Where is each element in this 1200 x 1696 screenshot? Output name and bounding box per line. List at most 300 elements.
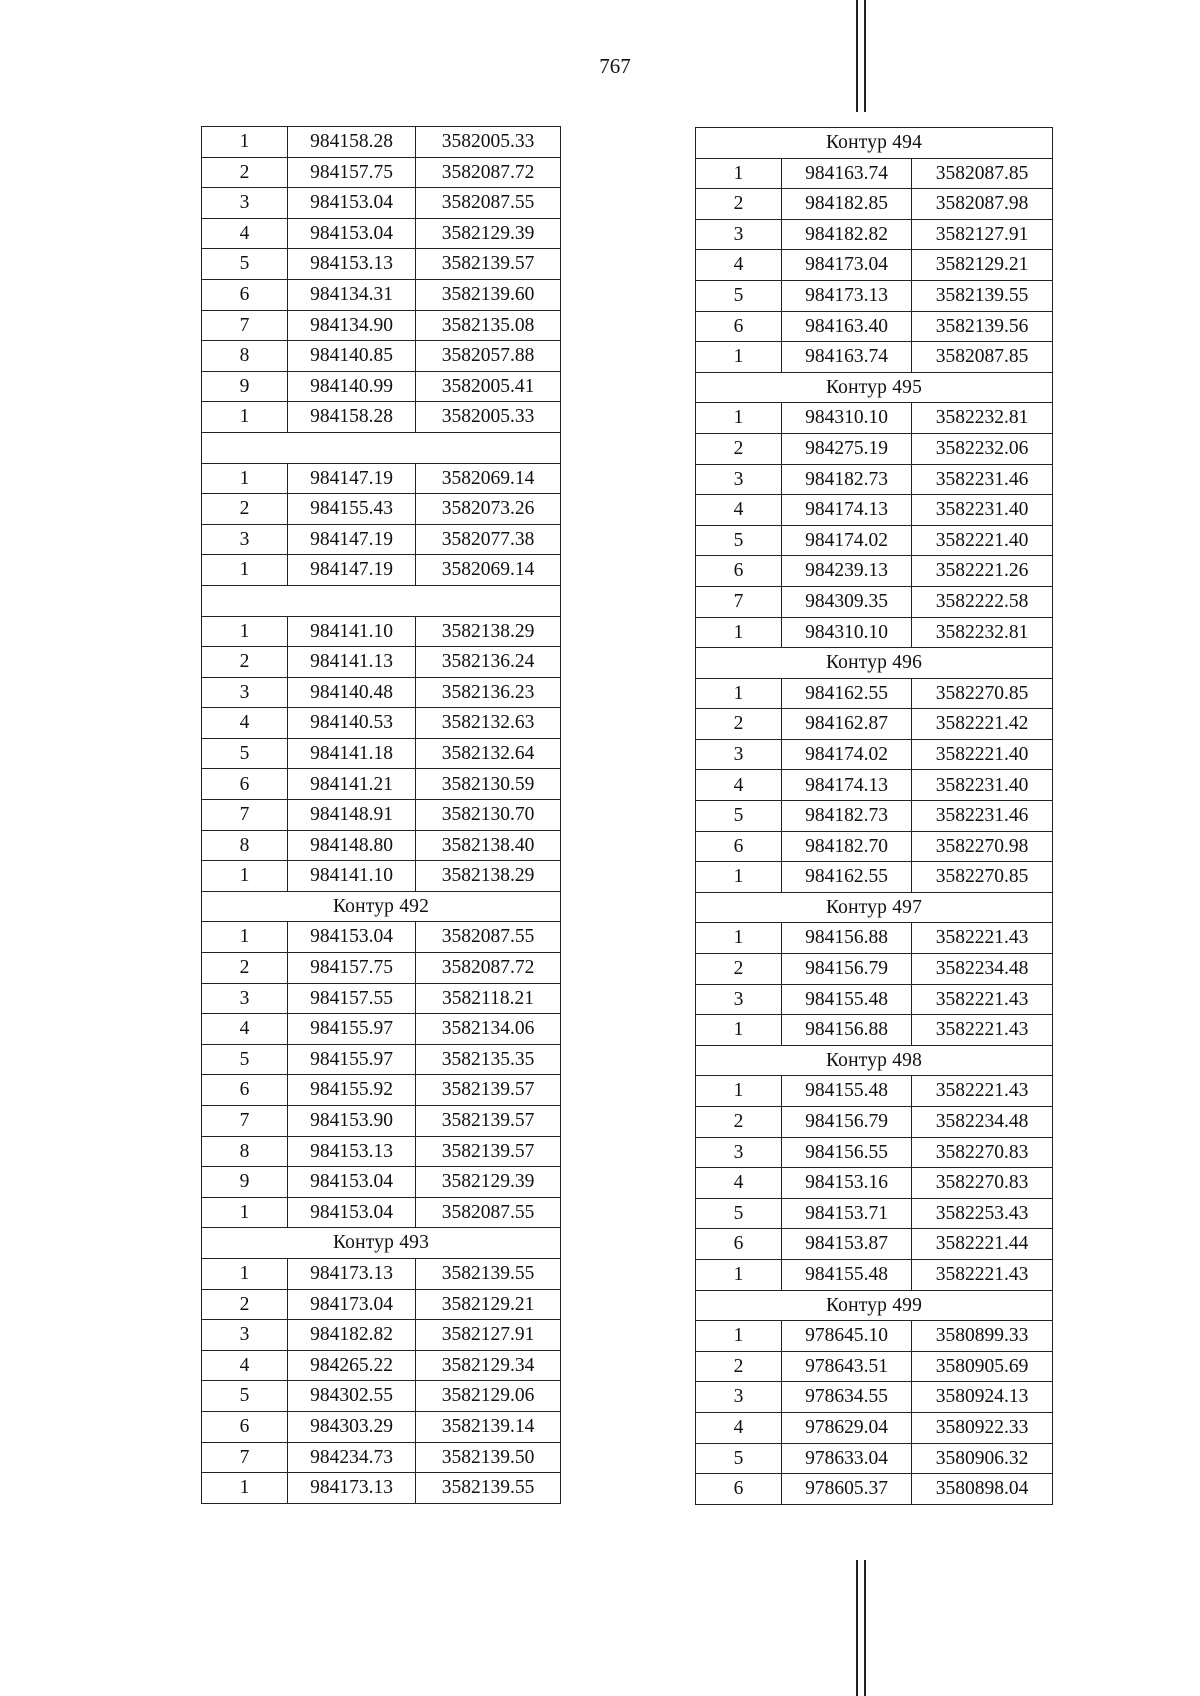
table-row — [202, 310, 561, 341]
point-number-cell: 6 — [696, 1229, 782, 1260]
point-number-cell: 2 — [202, 1289, 288, 1320]
table-row — [202, 1442, 561, 1473]
x-coordinate-cell: 984310.10 — [782, 403, 912, 434]
point-number-cell: 4 — [696, 1168, 782, 1199]
table-row — [202, 953, 561, 984]
y-coordinate-cell: 3582138.40 — [416, 830, 561, 861]
y-coordinate-cell: 3580924.13 — [912, 1382, 1053, 1413]
x-coordinate-cell: 984302.55 — [288, 1381, 416, 1412]
x-coordinate-cell: 984153.13 — [288, 1136, 416, 1167]
table-row — [202, 861, 561, 892]
contour-header-row — [202, 1228, 561, 1259]
y-coordinate-cell: 3582129.06 — [416, 1381, 561, 1412]
table-row — [202, 188, 561, 219]
y-coordinate-cell: 3582138.29 — [416, 616, 561, 647]
point-number-cell: 1 — [202, 922, 288, 953]
table-row — [696, 770, 1053, 801]
y-coordinate-cell: 3582077.38 — [416, 524, 561, 555]
table-row — [202, 218, 561, 249]
point-number-cell: 4 — [696, 495, 782, 526]
point-number-cell: 1 — [696, 1259, 782, 1290]
y-coordinate-cell: 3582073.26 — [416, 494, 561, 525]
point-number-cell: 2 — [202, 157, 288, 188]
y-coordinate-cell: 3580906.32 — [912, 1443, 1053, 1474]
table-row — [696, 1229, 1053, 1260]
table-row — [696, 1321, 1053, 1352]
point-number-cell: 2 — [696, 709, 782, 740]
y-coordinate-cell: 3582005.41 — [416, 371, 561, 402]
y-coordinate-cell: 3582087.85 — [912, 158, 1053, 189]
table-row — [696, 464, 1053, 495]
table-row — [696, 556, 1053, 587]
y-coordinate-cell: 3582057.88 — [416, 341, 561, 372]
x-coordinate-cell: 984174.13 — [782, 495, 912, 526]
y-coordinate-cell: 3580905.69 — [912, 1351, 1053, 1382]
table-row — [202, 922, 561, 953]
y-coordinate-cell: 3582232.81 — [912, 403, 1053, 434]
point-number-cell: 2 — [696, 1351, 782, 1382]
table-row — [202, 1106, 561, 1137]
point-number-cell: 2 — [202, 494, 288, 525]
point-number-cell: 5 — [696, 525, 782, 556]
table-row — [202, 1014, 561, 1045]
point-number-cell: 4 — [202, 708, 288, 739]
y-coordinate-cell: 3582087.55 — [416, 188, 561, 219]
x-coordinate-cell: 984162.87 — [782, 709, 912, 740]
x-coordinate-cell: 984156.55 — [782, 1137, 912, 1168]
y-coordinate-cell: 3580898.04 — [912, 1474, 1053, 1505]
x-coordinate-cell: 984155.43 — [288, 494, 416, 525]
x-coordinate-cell: 984158.28 — [288, 402, 416, 433]
table-row — [696, 433, 1053, 464]
table-row — [696, 1168, 1053, 1199]
point-number-cell: 3 — [696, 1382, 782, 1413]
point-number-cell: 1 — [202, 616, 288, 647]
point-number-cell: 3 — [696, 464, 782, 495]
y-coordinate-cell: 3582129.21 — [416, 1289, 561, 1320]
point-number-cell: 1 — [696, 342, 782, 373]
contour-header-row — [696, 648, 1053, 679]
coordinates-table-right — [695, 127, 1053, 1505]
y-coordinate-cell: 3582139.57 — [416, 1075, 561, 1106]
contour-title: Контур 494 — [696, 128, 1053, 159]
point-number-cell: 4 — [696, 250, 782, 281]
table-row — [202, 402, 561, 433]
x-coordinate-cell: 978645.10 — [782, 1321, 912, 1352]
table-row — [202, 1167, 561, 1198]
y-coordinate-cell: 3580899.33 — [912, 1321, 1053, 1352]
y-coordinate-cell: 3582130.70 — [416, 800, 561, 831]
x-coordinate-cell: 984153.71 — [782, 1198, 912, 1229]
x-coordinate-cell: 984303.29 — [288, 1411, 416, 1442]
y-coordinate-cell: 3582231.46 — [912, 464, 1053, 495]
point-number-cell: 6 — [696, 831, 782, 862]
point-number-cell: 1 — [696, 1321, 782, 1352]
point-number-cell: 4 — [202, 1350, 288, 1381]
y-coordinate-cell: 3582234.48 — [912, 1107, 1053, 1138]
table-row — [696, 709, 1053, 740]
point-number-cell: 5 — [696, 280, 782, 311]
y-coordinate-cell: 3582232.81 — [912, 617, 1053, 648]
table-row — [202, 800, 561, 831]
x-coordinate-cell: 984155.48 — [782, 1259, 912, 1290]
point-number-cell: 1 — [202, 463, 288, 494]
x-coordinate-cell: 984156.79 — [782, 1107, 912, 1138]
y-coordinate-cell: 3582221.26 — [912, 556, 1053, 587]
x-coordinate-cell: 984265.22 — [288, 1350, 416, 1381]
point-number-cell: 6 — [696, 1474, 782, 1505]
point-number-cell: 6 — [202, 1411, 288, 1442]
x-coordinate-cell: 984310.10 — [782, 617, 912, 648]
x-coordinate-cell: 978629.04 — [782, 1412, 912, 1443]
x-coordinate-cell: 984153.87 — [782, 1229, 912, 1260]
y-coordinate-cell: 3582270.83 — [912, 1137, 1053, 1168]
table-row — [202, 524, 561, 555]
y-coordinate-cell: 3582231.40 — [912, 495, 1053, 526]
y-coordinate-cell: 3582134.06 — [416, 1014, 561, 1045]
x-coordinate-cell: 984155.97 — [288, 1014, 416, 1045]
point-number-cell: 5 — [696, 1198, 782, 1229]
point-number-cell: 2 — [696, 189, 782, 220]
y-coordinate-cell: 3582231.40 — [912, 770, 1053, 801]
table-row — [202, 1197, 561, 1228]
y-coordinate-cell: 3582139.56 — [912, 311, 1053, 342]
point-number-cell: 6 — [202, 1075, 288, 1106]
table-row — [696, 1351, 1053, 1382]
table-row — [202, 1320, 561, 1351]
table-row — [696, 984, 1053, 1015]
contour-title: Контур 496 — [696, 648, 1053, 679]
x-coordinate-cell: 984155.92 — [288, 1075, 416, 1106]
point-number-cell: 1 — [202, 1197, 288, 1228]
y-coordinate-cell: 3582232.06 — [912, 433, 1053, 464]
x-coordinate-cell: 984148.91 — [288, 800, 416, 831]
y-coordinate-cell: 3582139.50 — [416, 1442, 561, 1473]
x-coordinate-cell: 984182.82 — [288, 1320, 416, 1351]
y-coordinate-cell: 3582087.55 — [416, 922, 561, 953]
table-row — [202, 1075, 561, 1106]
x-coordinate-cell: 984147.19 — [288, 524, 416, 555]
table-row — [202, 677, 561, 708]
x-coordinate-cell: 984173.13 — [782, 280, 912, 311]
point-number-cell: 5 — [202, 1381, 288, 1412]
y-coordinate-cell: 3582136.23 — [416, 677, 561, 708]
point-number-cell: 7 — [202, 1106, 288, 1137]
y-coordinate-cell: 3582221.40 — [912, 739, 1053, 770]
point-number-cell: 3 — [202, 1320, 288, 1351]
x-coordinate-cell: 984141.18 — [288, 738, 416, 769]
table-row — [202, 157, 561, 188]
point-number-cell: 5 — [696, 1443, 782, 1474]
y-coordinate-cell: 3582138.29 — [416, 861, 561, 892]
point-number-cell: 1 — [202, 555, 288, 586]
x-coordinate-cell: 984153.16 — [782, 1168, 912, 1199]
x-coordinate-cell: 984147.19 — [288, 555, 416, 586]
table-row — [202, 1289, 561, 1320]
table-row — [202, 647, 561, 678]
point-number-cell: 1 — [696, 678, 782, 709]
y-coordinate-cell: 3582005.33 — [416, 402, 561, 433]
y-coordinate-cell: 3582231.46 — [912, 801, 1053, 832]
y-coordinate-cell: 3582129.34 — [416, 1350, 561, 1381]
x-coordinate-cell: 984134.90 — [288, 310, 416, 341]
contour-header-row — [696, 1290, 1053, 1321]
y-coordinate-cell: 3582221.44 — [912, 1229, 1053, 1260]
contour-header-row — [202, 891, 561, 922]
table-row — [202, 1411, 561, 1442]
table-row — [696, 678, 1053, 709]
table-row — [202, 738, 561, 769]
x-coordinate-cell: 984157.75 — [288, 953, 416, 984]
x-coordinate-cell: 984153.04 — [288, 922, 416, 953]
x-coordinate-cell: 984158.28 — [288, 127, 416, 158]
contour-header-row — [202, 585, 561, 616]
contour-title: Контур 495 — [696, 372, 1053, 403]
point-number-cell: 1 — [202, 402, 288, 433]
point-number-cell: 5 — [202, 738, 288, 769]
point-number-cell: 1 — [696, 617, 782, 648]
x-coordinate-cell: 984156.88 — [782, 923, 912, 954]
table-row — [202, 1044, 561, 1075]
y-coordinate-cell: 3582139.57 — [416, 1136, 561, 1167]
table-row — [696, 1076, 1053, 1107]
y-coordinate-cell: 3582136.24 — [416, 647, 561, 678]
point-number-cell: 1 — [696, 158, 782, 189]
y-coordinate-cell: 3582139.55 — [416, 1258, 561, 1289]
x-coordinate-cell: 984173.04 — [288, 1289, 416, 1320]
contour-header-row — [696, 128, 1053, 159]
table-row — [696, 862, 1053, 893]
y-coordinate-cell: 3582139.57 — [416, 249, 561, 280]
x-coordinate-cell: 984163.74 — [782, 158, 912, 189]
table-row — [202, 1136, 561, 1167]
y-coordinate-cell: 3582139.60 — [416, 279, 561, 310]
x-coordinate-cell: 984157.55 — [288, 983, 416, 1014]
y-coordinate-cell: 3582139.57 — [416, 1106, 561, 1137]
contour-header-row — [696, 892, 1053, 923]
table-row — [202, 463, 561, 494]
y-coordinate-cell: 3582139.14 — [416, 1411, 561, 1442]
contour-title: Контур 498 — [696, 1045, 1053, 1076]
x-coordinate-cell: 984140.53 — [288, 708, 416, 739]
table-row — [202, 830, 561, 861]
table-row — [696, 801, 1053, 832]
table-row — [696, 1015, 1053, 1046]
point-number-cell: 3 — [696, 219, 782, 250]
contour-header-row — [202, 432, 561, 463]
table-row — [202, 371, 561, 402]
point-number-cell: 1 — [202, 127, 288, 158]
y-coordinate-cell: 3582132.63 — [416, 708, 561, 739]
binding-line-bottom — [856, 1560, 866, 1696]
y-coordinate-cell: 3582221.43 — [912, 1259, 1053, 1290]
y-coordinate-cell: 3582118.21 — [416, 983, 561, 1014]
contour-title — [202, 585, 561, 616]
y-coordinate-cell: 3582087.85 — [912, 342, 1053, 373]
point-number-cell: 3 — [696, 984, 782, 1015]
point-number-cell: 1 — [696, 1076, 782, 1107]
contour-title: Контур 492 — [202, 891, 561, 922]
point-number-cell: 8 — [202, 341, 288, 372]
page-number: 767 — [599, 54, 631, 78]
point-number-cell: 8 — [202, 830, 288, 861]
x-coordinate-cell: 984141.10 — [288, 861, 416, 892]
x-coordinate-cell: 984153.90 — [288, 1106, 416, 1137]
table-row — [202, 616, 561, 647]
table-row — [202, 983, 561, 1014]
point-number-cell: 6 — [696, 311, 782, 342]
table-row — [696, 1412, 1053, 1443]
x-coordinate-cell: 978643.51 — [782, 1351, 912, 1382]
table-row — [696, 219, 1053, 250]
y-coordinate-cell: 3582127.91 — [416, 1320, 561, 1351]
point-number-cell: 9 — [202, 371, 288, 402]
table-row — [202, 1350, 561, 1381]
x-coordinate-cell: 984174.02 — [782, 739, 912, 770]
point-number-cell: 1 — [696, 862, 782, 893]
x-coordinate-cell: 984182.73 — [782, 464, 912, 495]
y-coordinate-cell: 3582270.83 — [912, 1168, 1053, 1199]
coordinates-table-left — [201, 126, 561, 1504]
point-number-cell: 3 — [696, 739, 782, 770]
y-coordinate-cell: 3582221.42 — [912, 709, 1053, 740]
table-row — [202, 127, 561, 158]
x-coordinate-cell: 984174.02 — [782, 525, 912, 556]
x-coordinate-cell: 984173.13 — [288, 1258, 416, 1289]
table-row — [696, 1198, 1053, 1229]
table-row — [202, 249, 561, 280]
table-row — [696, 280, 1053, 311]
x-coordinate-cell: 984140.85 — [288, 341, 416, 372]
point-number-cell: 7 — [202, 800, 288, 831]
x-coordinate-cell: 984134.31 — [288, 279, 416, 310]
x-coordinate-cell: 984182.82 — [782, 219, 912, 250]
point-number-cell: 3 — [202, 524, 288, 555]
x-coordinate-cell: 984173.13 — [288, 1473, 416, 1504]
x-coordinate-cell: 984140.48 — [288, 677, 416, 708]
point-number-cell: 7 — [202, 1442, 288, 1473]
table-row — [696, 1137, 1053, 1168]
y-coordinate-cell: 3582135.35 — [416, 1044, 561, 1075]
contour-title: Контур 497 — [696, 892, 1053, 923]
table-row — [696, 158, 1053, 189]
table-row — [202, 1258, 561, 1289]
y-coordinate-cell: 3582132.64 — [416, 738, 561, 769]
point-number-cell: 3 — [202, 677, 288, 708]
point-number-cell: 2 — [202, 953, 288, 984]
contour-title — [202, 432, 561, 463]
y-coordinate-cell: 3582221.43 — [912, 984, 1053, 1015]
point-number-cell: 6 — [202, 769, 288, 800]
table-row — [202, 1473, 561, 1504]
x-coordinate-cell: 984163.40 — [782, 311, 912, 342]
point-number-cell: 4 — [202, 1014, 288, 1045]
point-number-cell: 6 — [202, 279, 288, 310]
table-row — [696, 831, 1053, 862]
table-row — [696, 342, 1053, 373]
x-coordinate-cell: 984141.10 — [288, 616, 416, 647]
point-number-cell: 8 — [202, 1136, 288, 1167]
y-coordinate-cell: 3582087.98 — [912, 189, 1053, 220]
point-number-cell: 3 — [202, 188, 288, 219]
y-coordinate-cell: 3582221.40 — [912, 525, 1053, 556]
x-coordinate-cell: 984162.55 — [782, 678, 912, 709]
y-coordinate-cell: 3582129.21 — [912, 250, 1053, 281]
x-coordinate-cell: 984163.74 — [782, 342, 912, 373]
y-coordinate-cell: 3582005.33 — [416, 127, 561, 158]
y-coordinate-cell: 3582234.48 — [912, 954, 1053, 985]
point-number-cell: 2 — [696, 433, 782, 464]
table-row — [696, 1259, 1053, 1290]
x-coordinate-cell: 978634.55 — [782, 1382, 912, 1413]
y-coordinate-cell: 3582221.43 — [912, 1015, 1053, 1046]
x-coordinate-cell: 984239.13 — [782, 556, 912, 587]
y-coordinate-cell: 3582129.39 — [416, 218, 561, 249]
y-coordinate-cell: 3582129.39 — [416, 1167, 561, 1198]
table-row — [202, 1381, 561, 1412]
y-coordinate-cell: 3582222.58 — [912, 586, 1053, 617]
x-coordinate-cell: 984153.04 — [288, 218, 416, 249]
x-coordinate-cell: 978633.04 — [782, 1443, 912, 1474]
x-coordinate-cell: 984182.85 — [782, 189, 912, 220]
x-coordinate-cell: 984156.79 — [782, 954, 912, 985]
x-coordinate-cell: 984309.35 — [782, 586, 912, 617]
table-row — [696, 739, 1053, 770]
point-number-cell: 1 — [202, 861, 288, 892]
point-number-cell: 7 — [696, 586, 782, 617]
x-coordinate-cell: 984147.19 — [288, 463, 416, 494]
point-number-cell: 1 — [696, 923, 782, 954]
x-coordinate-cell: 984148.80 — [288, 830, 416, 861]
contour-header-row — [696, 1045, 1053, 1076]
table-row — [202, 279, 561, 310]
contour-header-row — [696, 372, 1053, 403]
y-coordinate-cell: 3582139.55 — [912, 280, 1053, 311]
x-coordinate-cell: 984141.13 — [288, 647, 416, 678]
y-coordinate-cell: 3582087.72 — [416, 157, 561, 188]
x-coordinate-cell: 984155.48 — [782, 1076, 912, 1107]
y-coordinate-cell: 3582087.72 — [416, 953, 561, 984]
x-coordinate-cell: 984174.13 — [782, 770, 912, 801]
x-coordinate-cell: 978605.37 — [782, 1474, 912, 1505]
y-coordinate-cell: 3582130.59 — [416, 769, 561, 800]
table-row — [696, 403, 1053, 434]
y-coordinate-cell: 3582270.85 — [912, 862, 1053, 893]
table-row — [696, 617, 1053, 648]
x-coordinate-cell: 984141.21 — [288, 769, 416, 800]
y-coordinate-cell: 3580922.33 — [912, 1412, 1053, 1443]
table-row — [696, 954, 1053, 985]
y-coordinate-cell: 3582221.43 — [912, 923, 1053, 954]
table-row — [202, 494, 561, 525]
point-number-cell: 7 — [202, 310, 288, 341]
y-coordinate-cell: 3582087.55 — [416, 1197, 561, 1228]
x-coordinate-cell: 984275.19 — [782, 433, 912, 464]
y-coordinate-cell: 3582127.91 — [912, 219, 1053, 250]
point-number-cell: 4 — [202, 218, 288, 249]
y-coordinate-cell: 3582270.85 — [912, 678, 1053, 709]
x-coordinate-cell: 984162.55 — [782, 862, 912, 893]
point-number-cell: 2 — [202, 647, 288, 678]
point-number-cell: 3 — [696, 1137, 782, 1168]
table-row — [696, 1107, 1053, 1138]
table-row — [202, 708, 561, 739]
x-coordinate-cell: 984140.99 — [288, 371, 416, 402]
point-number-cell: 6 — [696, 556, 782, 587]
table-row — [696, 1474, 1053, 1505]
table-row — [696, 1382, 1053, 1413]
y-coordinate-cell: 3582270.98 — [912, 831, 1053, 862]
